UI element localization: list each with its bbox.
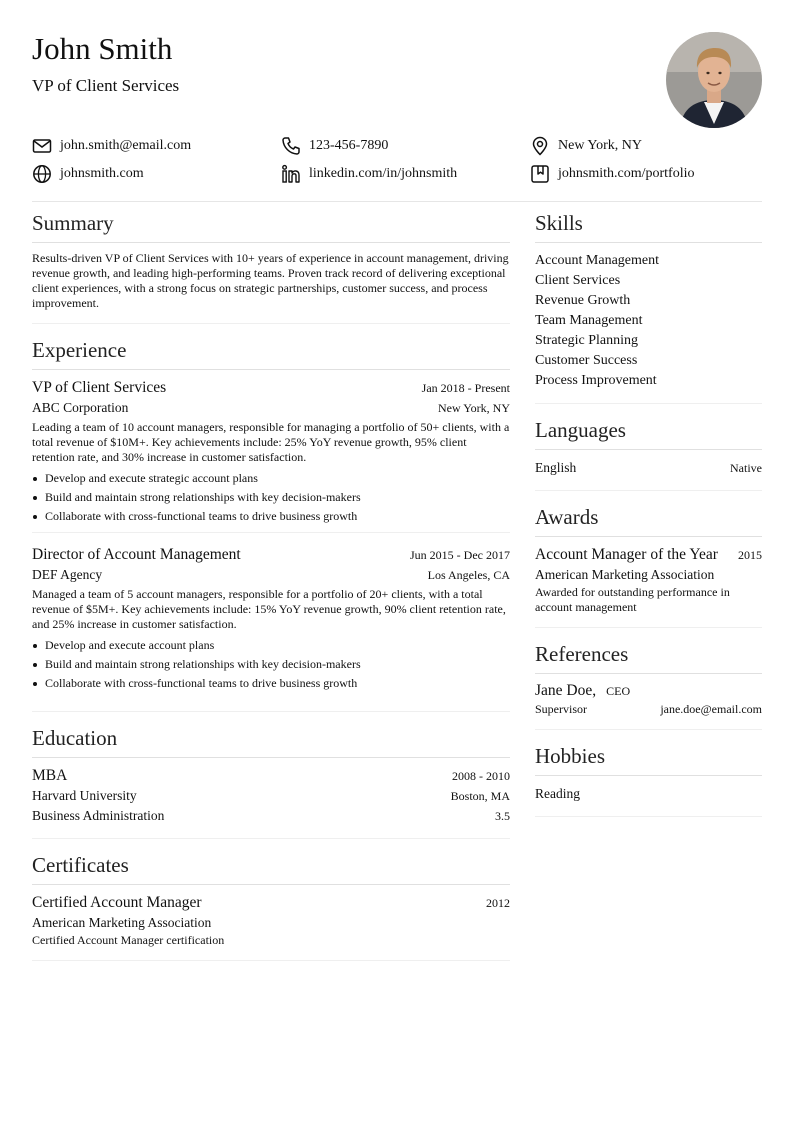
job-highlight: Collaborate with cross-functional teams to drive business growth <box>32 507 510 526</box>
person-name: John Smith <box>32 31 173 66</box>
references-section <box>535 641 762 730</box>
reference-email[interactable]: jane.doe@email.com <box>660 702 762 716</box>
award-name: Account Manager of the Year <box>535 546 718 563</box>
job-description: Managed a team of 5 account managers, responsible for a portfolio of 20+ clients, with a total revenue of $5M+. Key achievements include: 15% YoY revenue growth, 90% client retention rate, and 25% increase in customer satisfaction. <box>32 587 506 631</box>
gpa-value: 3.5 <box>495 809 510 823</box>
summary-heading: Summary <box>32 210 510 243</box>
languages-section <box>535 417 762 491</box>
contact-email-text: john.smith@email.com <box>60 138 192 153</box>
skill-item: Team Management <box>535 313 643 328</box>
contact-phone[interactable] <box>281 136 530 156</box>
experience-entry <box>32 378 510 526</box>
certificate-year: 2012 <box>486 896 510 910</box>
job-location: Los Angeles, CA <box>427 568 510 582</box>
map-pin-icon <box>530 136 550 156</box>
header-divider <box>32 201 762 202</box>
experience-heading: Experience <box>32 337 510 370</box>
skills-section <box>535 210 762 404</box>
profile-photo <box>666 32 762 128</box>
phone-icon <box>281 136 301 156</box>
experience-section <box>32 337 510 712</box>
job-highlight: Build and maintain strong relationships with key decision-makers <box>32 655 510 674</box>
skill-item: Process Improvement <box>535 373 657 388</box>
job-description: Leading a team of 10 account managers, responsible for managing a portfolio of 50+ clients, with a total revenue of $10M+. Key achievements include: 25% YoY revenue growth, 95% client retention rate, and 30% increase in customer satisfaction. <box>32 420 510 464</box>
contact-linkedin-text: linkedin.com/in/johnsmith <box>309 166 458 181</box>
hobbies-section <box>535 743 762 817</box>
education-section <box>32 725 510 839</box>
award-year: 2015 <box>738 548 762 562</box>
company-name: DEF Agency <box>32 567 103 582</box>
reference-role: CEO <box>606 684 631 698</box>
contact-email[interactable] <box>32 136 281 156</box>
job-dates: Jun 2015 - Dec 2017 <box>410 548 510 562</box>
contact-linkedin[interactable] <box>281 164 530 184</box>
contact-portfolio[interactable] <box>530 164 762 184</box>
summary-section <box>32 210 510 324</box>
job-location: New York, NY <box>437 401 510 415</box>
award-issuer: American Marketing Association <box>535 567 715 582</box>
reference-name: Jane Doe, <box>535 682 597 699</box>
job-dates: Jan 2018 - Present <box>421 381 510 395</box>
experience-entry <box>32 532 510 693</box>
job-title: Director of Account Management <box>32 546 241 563</box>
school-location: Boston, MA <box>450 789 510 803</box>
contact-portfolio-text: johnsmith.com/portfolio <box>558 166 695 181</box>
education-heading: Education <box>32 725 510 758</box>
contact-location <box>530 136 762 156</box>
job-highlight: Develop and execute strategic account plans <box>32 469 510 488</box>
skill-item: Customer Success <box>535 353 638 368</box>
references-heading: References <box>535 641 762 674</box>
bookmark-icon <box>530 164 550 184</box>
school-name: Harvard University <box>32 788 137 803</box>
language-name: English <box>535 460 577 475</box>
awards-heading: Awards <box>535 504 762 537</box>
left-column <box>32 210 510 974</box>
field-of-study: Business Administration <box>32 808 165 823</box>
hobbies-heading: Hobbies <box>535 743 762 776</box>
company-name: ABC Corporation <box>32 400 129 415</box>
globe-icon <box>32 164 52 184</box>
education-dates: 2008 - 2010 <box>452 769 510 783</box>
right-column <box>535 210 762 974</box>
certificate-name: Certified Account Manager <box>32 894 202 911</box>
award-description: Awarded for outstanding performance in account management <box>535 585 730 614</box>
skills-heading: Skills <box>535 210 762 243</box>
contact-location-text: New York, NY <box>558 138 643 153</box>
resume-header <box>32 30 762 130</box>
awards-section <box>535 504 762 628</box>
linkedin-icon <box>281 164 301 184</box>
summary-text: Results-driven VP of Client Services with 10+ years of experience in account management, driving revenue growth, and leading high-performing teams. Proven track record of delivering exceptional client experiences, with a strong focus on strategic partnerships, customer success, and process improvement. <box>32 251 509 310</box>
skill-item: Strategic Planning <box>535 333 639 348</box>
certificate-description: Certified Account Manager certification <box>32 933 225 947</box>
job-title: VP of Client Services <box>32 379 167 396</box>
contact-grid <box>32 136 762 184</box>
job-highlight: Collaborate with cross-functional teams to drive business growth <box>32 674 510 693</box>
job-highlight: Develop and execute account plans <box>32 636 510 655</box>
skill-item: Account Management <box>535 253 660 268</box>
contact-website-text: johnsmith.com <box>60 166 144 181</box>
skill-item: Client Services <box>535 273 621 288</box>
certificates-heading: Certificates <box>32 852 510 885</box>
contact-phone-text: 123-456-7890 <box>309 138 389 153</box>
skill-item: Revenue Growth <box>535 293 631 308</box>
hobby-item: Reading <box>535 786 580 801</box>
mail-icon <box>32 136 52 156</box>
job-highlights <box>32 469 510 526</box>
contact-website[interactable] <box>32 164 281 184</box>
language-level: Native <box>730 461 762 475</box>
certificate-issuer: American Marketing Association <box>32 915 212 930</box>
job-highlights <box>32 636 510 693</box>
degree-name: MBA <box>32 767 68 784</box>
avatar-illustration <box>666 32 762 128</box>
job-highlight: Build and maintain strong relationships with key decision-makers <box>32 488 510 507</box>
resume-columns <box>32 210 762 974</box>
person-role: VP of Client Services <box>32 76 180 95</box>
languages-heading: Languages <box>535 417 762 450</box>
certificates-section <box>32 852 510 961</box>
reference-relation: Supervisor <box>535 702 587 716</box>
